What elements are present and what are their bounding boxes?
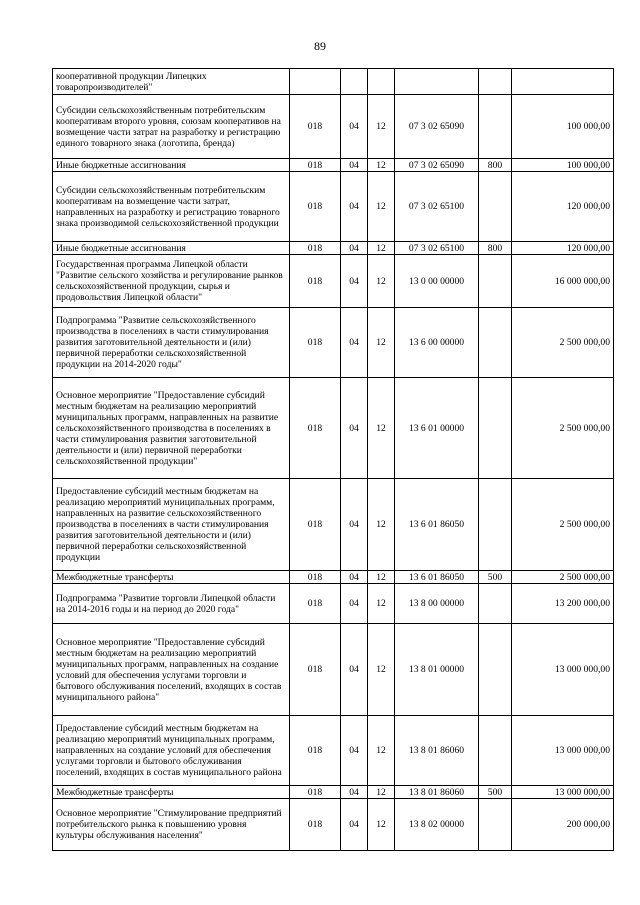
target-article-cell: 13 6 01 86050 [395,479,479,571]
grbs-code-cell: 018 [290,378,341,479]
subsection-code-cell: 12 [368,786,395,799]
expense-type-cell: 500 [479,571,512,584]
target-article-cell: 13 8 00 00000 [395,584,479,624]
section-code-cell: 04 [341,799,368,851]
amount-cell: 13 200 000,00 [512,584,614,624]
row-name-cell: Иные бюджетные ассигнования [53,159,290,172]
section-code-cell: 04 [341,172,368,242]
amount-cell [512,69,614,95]
row-name-cell: Предоставление субсидий местным бюджетам на реализацию мероприятий муниципальных программ, направленных на создание условий для обеспечения услугами торговли и бытового обслуживания поселений, входящих в состав муниципального района [53,716,290,786]
amount-cell: 2 500 000,00 [512,378,614,479]
row-name-cell: Государственная программа Липецкой области "Развитие сельского хозяйства и регулирование рынков сельскохозяйственной продукции, сырья и продовольствия Липецкой области" [53,255,290,308]
section-code-cell [341,69,368,95]
table-row [53,716,614,786]
grbs-code-cell: 018 [290,571,341,584]
target-article-cell: 07 3 02 65090 [395,95,479,159]
target-article-cell: 13 8 01 00000 [395,624,479,716]
subsection-code-cell: 12 [368,159,395,172]
expense-type-cell [479,378,512,479]
amount-cell: 120 000,00 [512,242,614,255]
expense-type-cell [479,95,512,159]
target-article-cell [395,69,479,95]
subsection-code-cell: 12 [368,378,395,479]
expense-type-cell [479,172,512,242]
table-row [53,95,614,159]
subsection-code-cell: 12 [368,172,395,242]
expense-type-cell: 800 [479,242,512,255]
expense-type-cell [479,69,512,95]
section-code-cell: 04 [341,159,368,172]
table-row [53,172,614,242]
expense-type-cell [479,255,512,308]
subsection-code-cell: 12 [368,624,395,716]
page-number: 89 [314,39,326,53]
section-code-cell: 04 [341,479,368,571]
expense-type-cell [479,716,512,786]
grbs-code-cell: 018 [290,172,341,242]
grbs-code-cell: 018 [290,799,341,851]
grbs-code-cell: 018 [290,242,341,255]
amount-cell: 13 000 000,00 [512,716,614,786]
table-row [53,799,614,851]
row-name-cell: кооперативной продукции Липецких товаропроизводителей" [53,69,290,95]
amount-cell: 2 500 000,00 [512,571,614,584]
subsection-code-cell: 12 [368,255,395,308]
subsection-code-cell: 12 [368,584,395,624]
budget-table [52,68,614,851]
target-article-cell: 07 3 02 65100 [395,242,479,255]
table-row [53,242,614,255]
target-article-cell: 13 6 00 00000 [395,308,479,378]
section-code-cell: 04 [341,716,368,786]
target-article-cell: 13 8 02 00000 [395,799,479,851]
row-name-cell: Подпрограмма "Развитие торговли Липецкой области на 2014-2016 годы и на период до 2020 года" [53,584,290,624]
grbs-code-cell: 018 [290,479,341,571]
grbs-code-cell: 018 [290,159,341,172]
target-article-cell: 13 8 01 86060 [395,786,479,799]
amount-cell: 2 500 000,00 [512,479,614,571]
row-name-cell: Основное мероприятие "Предоставление субсидий местным бюджетам на реализацию мероприятий муниципальных программ, направленных на развитие сельскохозяйственного производства в поселениях в части стимулирования развития заготовительной деятельности и (или) первичной переработки сельскохозяйственной продукции" [53,378,290,479]
table-row [53,255,614,308]
target-article-cell: 13 6 01 00000 [395,378,479,479]
row-name-cell: Иные бюджетные ассигнования [53,242,290,255]
subsection-code-cell: 12 [368,571,395,584]
amount-cell: 120 000,00 [512,172,614,242]
row-name-cell: Субсидии сельскохозяйственным потребительским кооперативам на возмещение части затрат, направленных на разработку и регистрацию товарного знака производимой сельскохозяйственной продукции [53,172,290,242]
row-name-cell: Предоставление субсидий местным бюджетам на реализацию мероприятий муниципальных программ, направленных на развитие сельскохозяйственного производства в поселениях в части стимулирования развития заготовительной деятельности и (или) первичной переработки сельскохозяйственной продукции [53,479,290,571]
grbs-code-cell: 018 [290,255,341,308]
section-code-cell: 04 [341,624,368,716]
target-article-cell: 13 8 01 86060 [395,716,479,786]
row-name-cell: Основное мероприятие "Стимулирование предприятий потребительского рынка к повышению уровня культуры обслуживания населения" [53,799,290,851]
section-code-cell: 04 [341,242,368,255]
section-code-cell: 04 [341,308,368,378]
section-code-cell: 04 [341,786,368,799]
grbs-code-cell: 018 [290,716,341,786]
amount-cell: 100 000,00 [512,159,614,172]
table-row [53,308,614,378]
grbs-code-cell: 018 [290,308,341,378]
subsection-code-cell: 12 [368,95,395,159]
table-row [53,786,614,799]
expense-type-cell [479,479,512,571]
table-row [53,69,614,95]
row-name-cell: Межбюджетные трансферты [53,571,290,584]
expense-type-cell [479,799,512,851]
row-name-cell: Межбюджетные трансферты [53,786,290,799]
row-name-cell: Подпрограмма "Развитие сельскохозяйственного производства в поселениях в части стимулирования развития заготовительной деятельности и (или) первичной переработки сельскохозяйственной продукции на 2014-2020 годы" [53,308,290,378]
table-row [53,624,614,716]
grbs-code-cell: 018 [290,95,341,159]
grbs-code-cell: 018 [290,786,341,799]
table-row [53,378,614,479]
table-row [53,479,614,571]
subsection-code-cell: 12 [368,308,395,378]
section-code-cell: 04 [341,584,368,624]
subsection-code-cell [368,69,395,95]
amount-cell: 200 000,00 [512,799,614,851]
target-article-cell: 13 6 01 86050 [395,571,479,584]
table-row [53,159,614,172]
grbs-code-cell: 018 [290,624,341,716]
subsection-code-cell: 12 [368,799,395,851]
amount-cell: 13 000 000,00 [512,786,614,799]
grbs-code-cell: 018 [290,584,341,624]
table-row [53,571,614,584]
grbs-code-cell [290,69,341,95]
row-name-cell: Основное мероприятие "Предоставление субсидий местным бюджетам на реализацию мероприятий муниципальных программ, направленных на создание условий для обеспечения услугами торговли и бытового обслуживания поселений, входящих в состав муниципального района" [53,624,290,716]
target-article-cell: 07 3 02 65090 [395,159,479,172]
subsection-code-cell: 12 [368,479,395,571]
expense-type-cell: 800 [479,159,512,172]
subsection-code-cell: 12 [368,716,395,786]
amount-cell: 2 500 000,00 [512,308,614,378]
section-code-cell: 04 [341,571,368,584]
table-row [53,584,614,624]
amount-cell: 13 000 000,00 [512,624,614,716]
target-article-cell: 07 3 02 65100 [395,172,479,242]
expense-type-cell: 500 [479,786,512,799]
target-article-cell: 13 0 00 00000 [395,255,479,308]
section-code-cell: 04 [341,378,368,479]
expense-type-cell [479,584,512,624]
subsection-code-cell: 12 [368,242,395,255]
amount-cell: 16 000 000,00 [512,255,614,308]
section-code-cell: 04 [341,95,368,159]
section-code-cell: 04 [341,255,368,308]
expense-type-cell [479,308,512,378]
expense-type-cell [479,624,512,716]
amount-cell: 100 000,00 [512,95,614,159]
row-name-cell: Субсидии сельскохозяйственным потребительским кооперативам второго уровня, союзам кооперативов на возмещение части затрат на разработку и регистрацию единого товарного знака (логотипа, бренда) [53,95,290,159]
